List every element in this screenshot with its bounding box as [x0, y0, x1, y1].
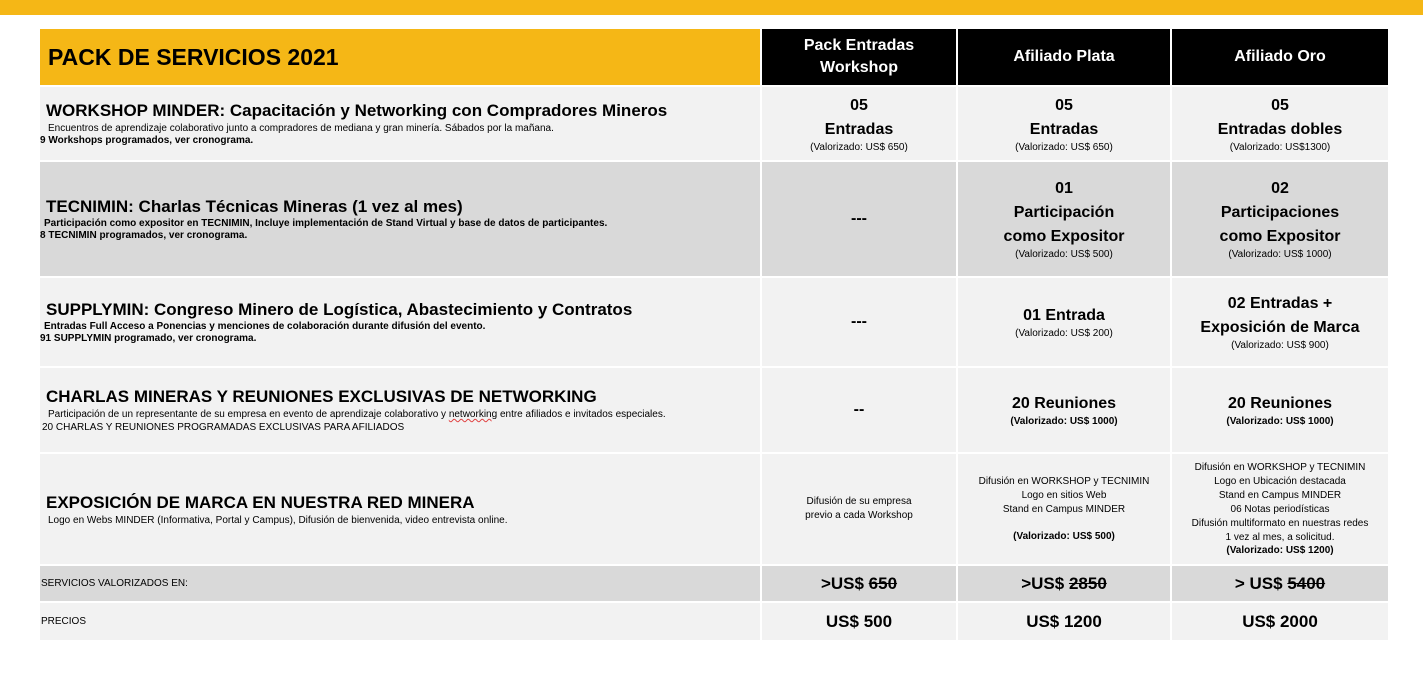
cell-label: Entradas: [1029, 120, 1099, 138]
cell-workshop-plata: [958, 87, 1170, 160]
cell-line: Difusión en WORKSHOP y TECNIMIN: [1194, 462, 1366, 473]
cell-value: (Valorizado: US$ 650): [810, 141, 908, 153]
cell-supplymin-oro: [1172, 278, 1388, 366]
row-label-tecnimin: [40, 162, 760, 276]
row-note: 20 CHARLAS Y REUNIONES PROGRAMADAS EXCLUSIVAS PARA AFILIADOS: [42, 422, 405, 433]
cell-value: (Valorizado: US$ 1000): [1010, 416, 1118, 427]
cell-label: Participaciones: [1220, 204, 1340, 221]
cell-label: Participación: [1013, 204, 1115, 221]
row-desc: Logo en Webs MINDER (Informativa, Portal y Campus), Difusión de bienvenida, video entrevista online.: [48, 514, 508, 526]
row-desc-part: Participación de un representante de su empresa en evento de aprendizaje colaborativo y: [48, 409, 449, 420]
cell-tecnimin-oro: [1172, 162, 1388, 276]
row-desc-part: entre afiliados e invitados especiales.: [497, 409, 666, 420]
cell-value: (Valorizado: US$ 500): [1013, 531, 1115, 542]
price-prefix: >US$: [1021, 573, 1069, 593]
cell-label: como Expositor: [1003, 228, 1125, 245]
cell-value: (Valorizado: US$1300): [1229, 141, 1331, 153]
row-note: 8 TECNIMIN programados, ver cronograma.: [40, 230, 248, 241]
cell-line: Logo en sitios Web: [1021, 490, 1107, 501]
cell-value: (Valorizado: US$ 1000): [1226, 416, 1334, 427]
row-desc: Entradas Full Acceso a Ponencias y menciones de colaboración durante difusión del evento.: [44, 321, 486, 332]
cell-line: 1 vez al mes, a solicitud.: [1225, 532, 1335, 543]
row-desc: [46, 408, 666, 421]
cell-label: Entradas: [824, 120, 894, 138]
row-label-exposicion: [40, 454, 760, 564]
cell-supplymin-pack: [762, 278, 956, 366]
precio-plata: US$ 1200: [958, 603, 1170, 640]
cell-dash: ---: [851, 210, 867, 227]
precios-label: PRECIOS: [40, 603, 760, 640]
cell-line: Stand en Campus MINDER: [1218, 490, 1342, 501]
services-table: [40, 29, 1390, 640]
cell-value: (Valorizado: US$ 650): [1015, 141, 1113, 153]
cell-value: (Valorizado: US$ 200): [1015, 328, 1113, 339]
row-label-charlas: [40, 368, 760, 452]
cell-num: 02: [1271, 180, 1289, 197]
cell-num: 01: [1055, 180, 1073, 197]
valorizado-pack: [762, 566, 956, 601]
row-title: EXPOSICIÓN DE MARCA EN NUESTRA RED MINERA: [46, 492, 475, 512]
table-title: PACK DE SERVICIOS 2021: [40, 29, 760, 85]
cell-label: 20 Reuniones: [1011, 395, 1117, 412]
cell-line: Difusión de su empresa: [806, 496, 912, 507]
cell-label: Exposición de Marca: [1200, 319, 1360, 336]
cell-dash: ---: [851, 313, 867, 330]
valorizado-plata: [958, 566, 1170, 601]
cell-workshop-pack: [762, 87, 956, 160]
row-desc: Participación como expositor en TECNIMIN, Incluye implementación de Stand Virtual y base de datos de participantes.: [44, 218, 608, 229]
cell-tecnimin-plata: [958, 162, 1170, 276]
cell-supplymin-plata: [958, 278, 1170, 366]
price-struck: 2850: [1068, 573, 1107, 593]
cell-value: (Valorizado: US$ 500): [1015, 249, 1113, 260]
row-title: TECNIMIN: Charlas Técnicas Mineras (1 vez al mes): [46, 197, 463, 216]
cell-exposicion-pack: [762, 454, 956, 564]
top-accent-bar: [0, 0, 1423, 15]
cell-label: 01 Entrada: [1023, 307, 1105, 324]
cell-workshop-oro: [1172, 87, 1388, 160]
row-note: 91 SUPPLYMIN programado, ver cronograma.: [40, 333, 257, 344]
cell-num: 05: [1271, 96, 1289, 114]
row-title: SUPPLYMIN: Congreso Minero de Logística, Abastecimiento y Contratos: [46, 300, 633, 319]
row-desc-part: networking: [448, 409, 498, 420]
cell-value: (Valorizado: US$ 1200): [1226, 545, 1334, 556]
price-struck: 650: [868, 573, 898, 593]
row-label-workshop: [40, 87, 760, 160]
cell-value: (Valorizado: US$ 1000): [1228, 249, 1332, 260]
price-prefix: > US$: [1234, 573, 1288, 593]
row-desc: Encuentros de aprendizaje colaborativo junto a compradores de mediana y gran minería. Sábados por la mañana.: [48, 123, 554, 134]
col-header-afiliado-oro: Afiliado Oro: [1172, 29, 1388, 85]
cell-line: Difusión multiformato en nuestras redes: [1191, 518, 1369, 529]
cell-num: 05: [850, 96, 868, 114]
cell-exposicion-oro: [1172, 454, 1388, 564]
cell-num: 05: [1055, 96, 1073, 114]
price-struck: 5400: [1287, 573, 1326, 593]
row-note: 9 Workshops programados, ver cronograma.: [40, 135, 254, 146]
cell-label: como Expositor: [1219, 228, 1341, 245]
cell-charlas-plata: [958, 368, 1170, 452]
col-header-pack-workshop: Pack Entradas Workshop: [762, 29, 956, 85]
col-header-afiliado-plata: Afiliado Plata: [958, 29, 1170, 85]
cell-tecnimin-pack: [762, 162, 956, 276]
price-prefix: >US$: [820, 573, 869, 593]
cell-charlas-pack: [762, 368, 956, 452]
cell-line: previo a cada Workshop: [805, 510, 913, 521]
cell-label: 02 Entradas +: [1227, 295, 1333, 312]
valorizados-label: SERVICIOS VALORIZADOS EN:: [40, 566, 760, 601]
row-title: CHARLAS MINERAS Y REUNIONES EXCLUSIVAS DE NETWORKING: [46, 387, 597, 406]
cell-line: Difusión en WORKSHOP y TECNIMIN: [978, 476, 1150, 487]
cell-label: 20 Reuniones: [1227, 395, 1333, 412]
cell-dash: --: [853, 401, 865, 418]
cell-label: Entradas dobles: [1217, 120, 1343, 138]
valorizado-oro: [1172, 566, 1388, 601]
cell-line: 06 Notas periodísticas: [1230, 504, 1330, 515]
cell-charlas-oro: [1172, 368, 1388, 452]
precio-pack: US$ 500: [762, 603, 956, 640]
cell-value: (Valorizado: US$ 900): [1231, 340, 1329, 351]
precio-oro: US$ 2000: [1172, 603, 1388, 640]
row-title: WORKSHOP MINDER: Capacitación y Networking con Compradores Mineros: [46, 101, 668, 120]
row-label-supplymin: [40, 278, 760, 366]
cell-line: Stand en Campus MINDER: [1002, 504, 1126, 515]
cell-line: Logo en Ubicación destacada: [1214, 476, 1346, 487]
cell-exposicion-plata: [958, 454, 1170, 564]
